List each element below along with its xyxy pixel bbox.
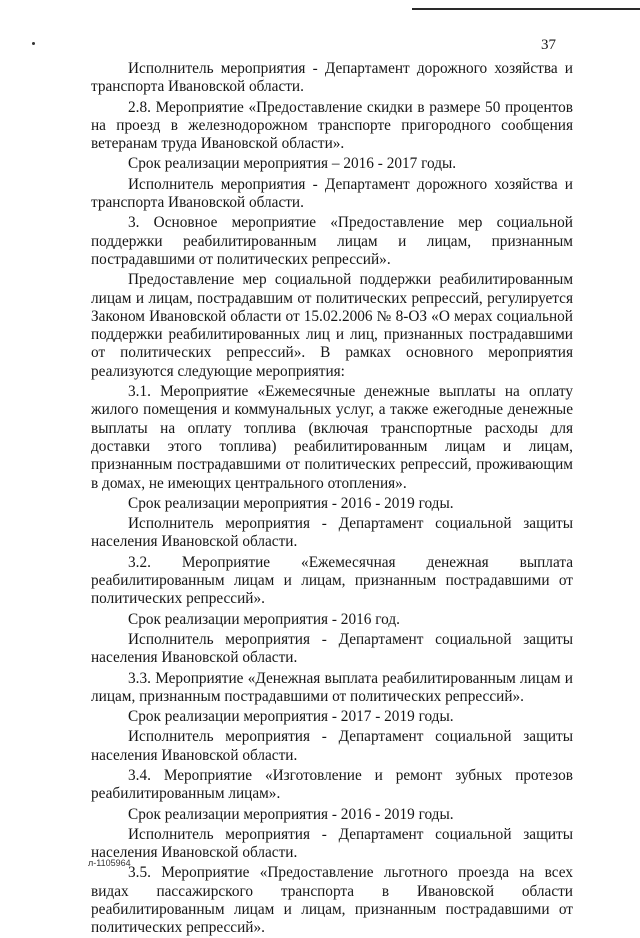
- paragraph: 3.5. Мероприятие «Предоставление льготного проезда на всех видах пассажирского транспорта в Ивановской области реабилитированным лицам и лицам, признанным пострадавшими от политических репрессий».: [91, 864, 573, 937]
- document-code: л-1105964: [88, 858, 131, 868]
- paragraph: Срок реализации мероприятия – 2016 - 2017 годы.: [128, 155, 457, 173]
- paragraph: Исполнитель мероприятия - Департамент дорожного хозяйства и транспорта Ивановской области.: [91, 60, 573, 96]
- paragraph: 2.8. Мероприятие «Предоставление скидки в размере 50 процентов на проезд в железнодорожном транспорте пригородного сообщения ветеранам труда Ивановской области».: [91, 98, 573, 153]
- paragraph: Срок реализации мероприятия - 2016 - 2019 годы.: [128, 805, 454, 823]
- paragraph: 3.2. Мероприятие «Ежемесячная денежная выплата реабилитированным лицам и лицам, признанным пострадавшими от политических репрессий».: [91, 553, 573, 608]
- paragraph: 3.4. Мероприятие «Изготовление и ремонт зубных протезов реабилитированным лицам».: [91, 766, 573, 803]
- paragraph: Исполнитель мероприятия - Департамент дорожного хозяйства и транспорта Ивановской области.: [91, 175, 573, 212]
- paragraph: Срок реализации мероприятия - 2016 - 2019 годы.: [128, 494, 454, 512]
- paragraph: Исполнитель мероприятия - Департамент социальной защиты населения Ивановской области.: [91, 728, 573, 764]
- paragraph: 3. Основное мероприятие «Предоставление мер социальной поддержки реабилитированным лицам и лицам, признанным пострадавшими от политических репрессий».: [91, 214, 573, 268]
- scan-edge-line: [412, 8, 640, 10]
- paragraph: Срок реализации мероприятия - 2017 - 2019 годы.: [128, 708, 454, 726]
- scan-speck: [32, 42, 35, 45]
- paragraph: 3.3. Мероприятие «Денежная выплата реабилитированным лицам и лицам, признанным пострадавшими от политических репрессий».: [91, 669, 573, 705]
- paragraph: Исполнитель мероприятия - Департамент социальной защиты населения Ивановской области.: [91, 630, 573, 667]
- paragraph: 3.1. Мероприятие «Ежемесячные денежные выплаты на оплату жилого помещения и коммунальных услуг, а также ежегодные денежные выплаты на оплату топлива (включая транспортные расходы для доставки этого топлива) реабилитированным лицам и лицам, признанным пострадавшими от политических репрессий, проживающим в домах, не имеющих центрального отопления».: [91, 383, 573, 492]
- paragraph: Предоставление мер социальной поддержки реабилитированным лицам и лицам, пострадавшим от политических репрессий, регулируется Законом Ивановской области от 15.02.2006 № 8-ОЗ «О мерах социальной поддержки реабилитированных лиц и лиц, признанных пострадавшими от политических репрессий». В рамках основного мероприятия реализуются следующие мероприятия:: [91, 271, 573, 380]
- page-number: 37: [541, 37, 556, 53]
- paragraph: Исполнитель мероприятия - Департамент социальной защиты населения Ивановской области.: [91, 515, 573, 551]
- paragraph: Срок реализации мероприятия - 2016 год.: [128, 610, 400, 628]
- paragraph: Исполнитель мероприятия - Департамент социальной защиты населения Ивановской области.: [91, 825, 573, 862]
- document-body: [91, 60, 573, 938]
